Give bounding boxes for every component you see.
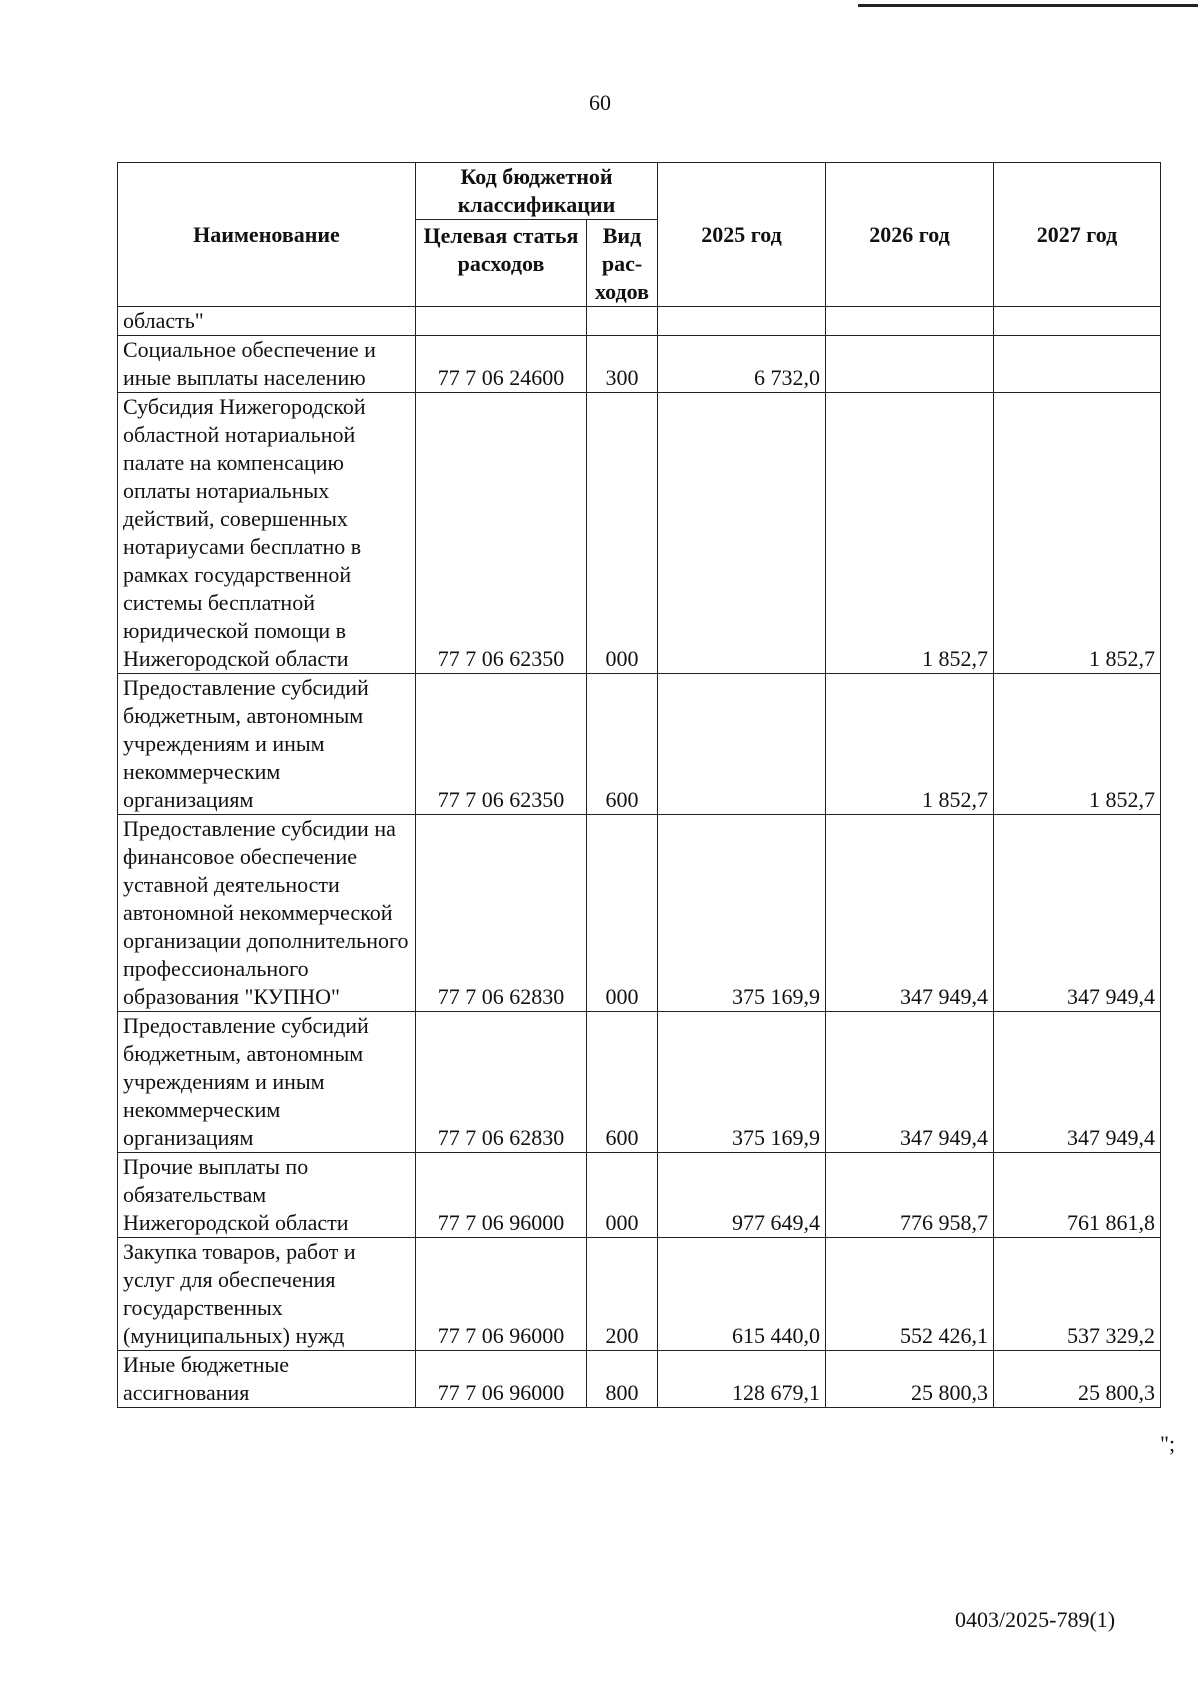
row-value-2027: 537 329,2 xyxy=(994,1238,1161,1351)
row-value-2025: 128 679,1 xyxy=(658,1351,826,1408)
row-name: Предоставление субсидий бюджетным, автономным учреждениям и иным некоммерческим организациям xyxy=(118,674,416,815)
row-name: Социальное обеспечение и иные выплаты населению xyxy=(118,336,416,393)
row-value-2027: 1 852,7 xyxy=(994,393,1161,674)
table-row xyxy=(118,393,1161,674)
table-row xyxy=(118,674,1161,815)
row-value-2026: 347 949,4 xyxy=(826,1012,994,1153)
row-name: область" xyxy=(118,307,416,336)
row-expense-type: 000 xyxy=(587,1153,658,1238)
closing-quote-mark: "; xyxy=(1160,1431,1176,1456)
row-value-2026 xyxy=(826,307,994,336)
row-value-2026: 1 852,7 xyxy=(826,674,994,815)
header-classification-group: Код бюджетной классификации xyxy=(416,163,658,220)
table-row xyxy=(118,1351,1161,1408)
table-row xyxy=(118,336,1161,393)
row-target-code: 77 7 06 62350 xyxy=(416,393,587,674)
document-id: 0403/2025-789(1) xyxy=(955,1607,1116,1632)
row-value-2027: 761 861,8 xyxy=(994,1153,1161,1238)
row-target-code: 77 7 06 62350 xyxy=(416,674,587,815)
row-expense-type xyxy=(587,307,658,336)
row-value-2027: 25 800,3 xyxy=(994,1351,1161,1408)
row-name: Предоставление субсидии на финансовое обеспечение уставной деятельности автономной некоммерческой организации дополнительного профессионального образования "КУПНО" xyxy=(118,815,416,1012)
row-value-2025 xyxy=(658,307,826,336)
row-name: Прочие выплаты по обязательствам Нижегородской области xyxy=(118,1153,416,1238)
row-name: Субсидия Нижегородской областной нотариальной палате на компенсацию оплаты нотариальных действий, совершенных нотариусами бесплатно в рамках государственной системы бесплатной юридической помощи в Нижегородской области xyxy=(118,393,416,674)
row-value-2025: 977 649,4 xyxy=(658,1153,826,1238)
row-value-2026: 25 800,3 xyxy=(826,1351,994,1408)
row-value-2025: 375 169,9 xyxy=(658,815,826,1012)
row-value-2027: 347 949,4 xyxy=(994,815,1161,1012)
budget-table xyxy=(117,162,1161,1408)
header-name: Наименование xyxy=(118,163,416,307)
row-value-2026 xyxy=(826,336,994,393)
row-value-2027: 1 852,7 xyxy=(994,674,1161,815)
table-row xyxy=(118,1238,1161,1351)
row-value-2026: 347 949,4 xyxy=(826,815,994,1012)
header-year-2025: 2025 год xyxy=(658,163,826,307)
row-target-code: 77 7 06 96000 xyxy=(416,1238,587,1351)
table-row xyxy=(118,1012,1161,1153)
header-target-article: Целевая статья расходов xyxy=(416,220,587,307)
row-expense-type: 800 xyxy=(587,1351,658,1408)
row-value-2025: 615 440,0 xyxy=(658,1238,826,1351)
page-number: 60 xyxy=(589,90,611,115)
row-value-2027: 347 949,4 xyxy=(994,1012,1161,1153)
row-value-2025 xyxy=(658,393,826,674)
row-name: Предоставление субсидий бюджетным, автономным учреждениям и иным некоммерческим организациям xyxy=(118,1012,416,1153)
row-value-2025 xyxy=(658,674,826,815)
row-value-2025: 375 169,9 xyxy=(658,1012,826,1153)
header-expense-type: Вид рас-ходов xyxy=(587,220,658,307)
row-expense-type: 000 xyxy=(587,393,658,674)
row-expense-type: 600 xyxy=(587,674,658,815)
row-target-code: 77 7 06 62830 xyxy=(416,1012,587,1153)
row-expense-type: 600 xyxy=(587,1012,658,1153)
table-row xyxy=(118,815,1161,1012)
table-row xyxy=(118,1153,1161,1238)
row-target-code xyxy=(416,307,587,336)
row-value-2027 xyxy=(994,336,1161,393)
row-expense-type: 200 xyxy=(587,1238,658,1351)
row-expense-type: 300 xyxy=(587,336,658,393)
top-rule xyxy=(858,4,1198,7)
row-value-2025: 6 732,0 xyxy=(658,336,826,393)
header-year-2027: 2027 год xyxy=(994,163,1161,307)
row-target-code: 77 7 06 24600 xyxy=(416,336,587,393)
row-value-2026: 1 852,7 xyxy=(826,393,994,674)
row-value-2027 xyxy=(994,307,1161,336)
header-year-2026: 2026 год xyxy=(826,163,994,307)
row-target-code: 77 7 06 96000 xyxy=(416,1153,587,1238)
row-name: Закупка товаров, работ и услуг для обеспечения государственных (муниципальных) нужд xyxy=(118,1238,416,1351)
table-row xyxy=(118,307,1161,336)
row-value-2026: 776 958,7 xyxy=(826,1153,994,1238)
row-value-2026: 552 426,1 xyxy=(826,1238,994,1351)
row-target-code: 77 7 06 96000 xyxy=(416,1351,587,1408)
row-expense-type: 000 xyxy=(587,815,658,1012)
row-target-code: 77 7 06 62830 xyxy=(416,815,587,1012)
row-name: Иные бюджетные ассигнования xyxy=(118,1351,416,1408)
